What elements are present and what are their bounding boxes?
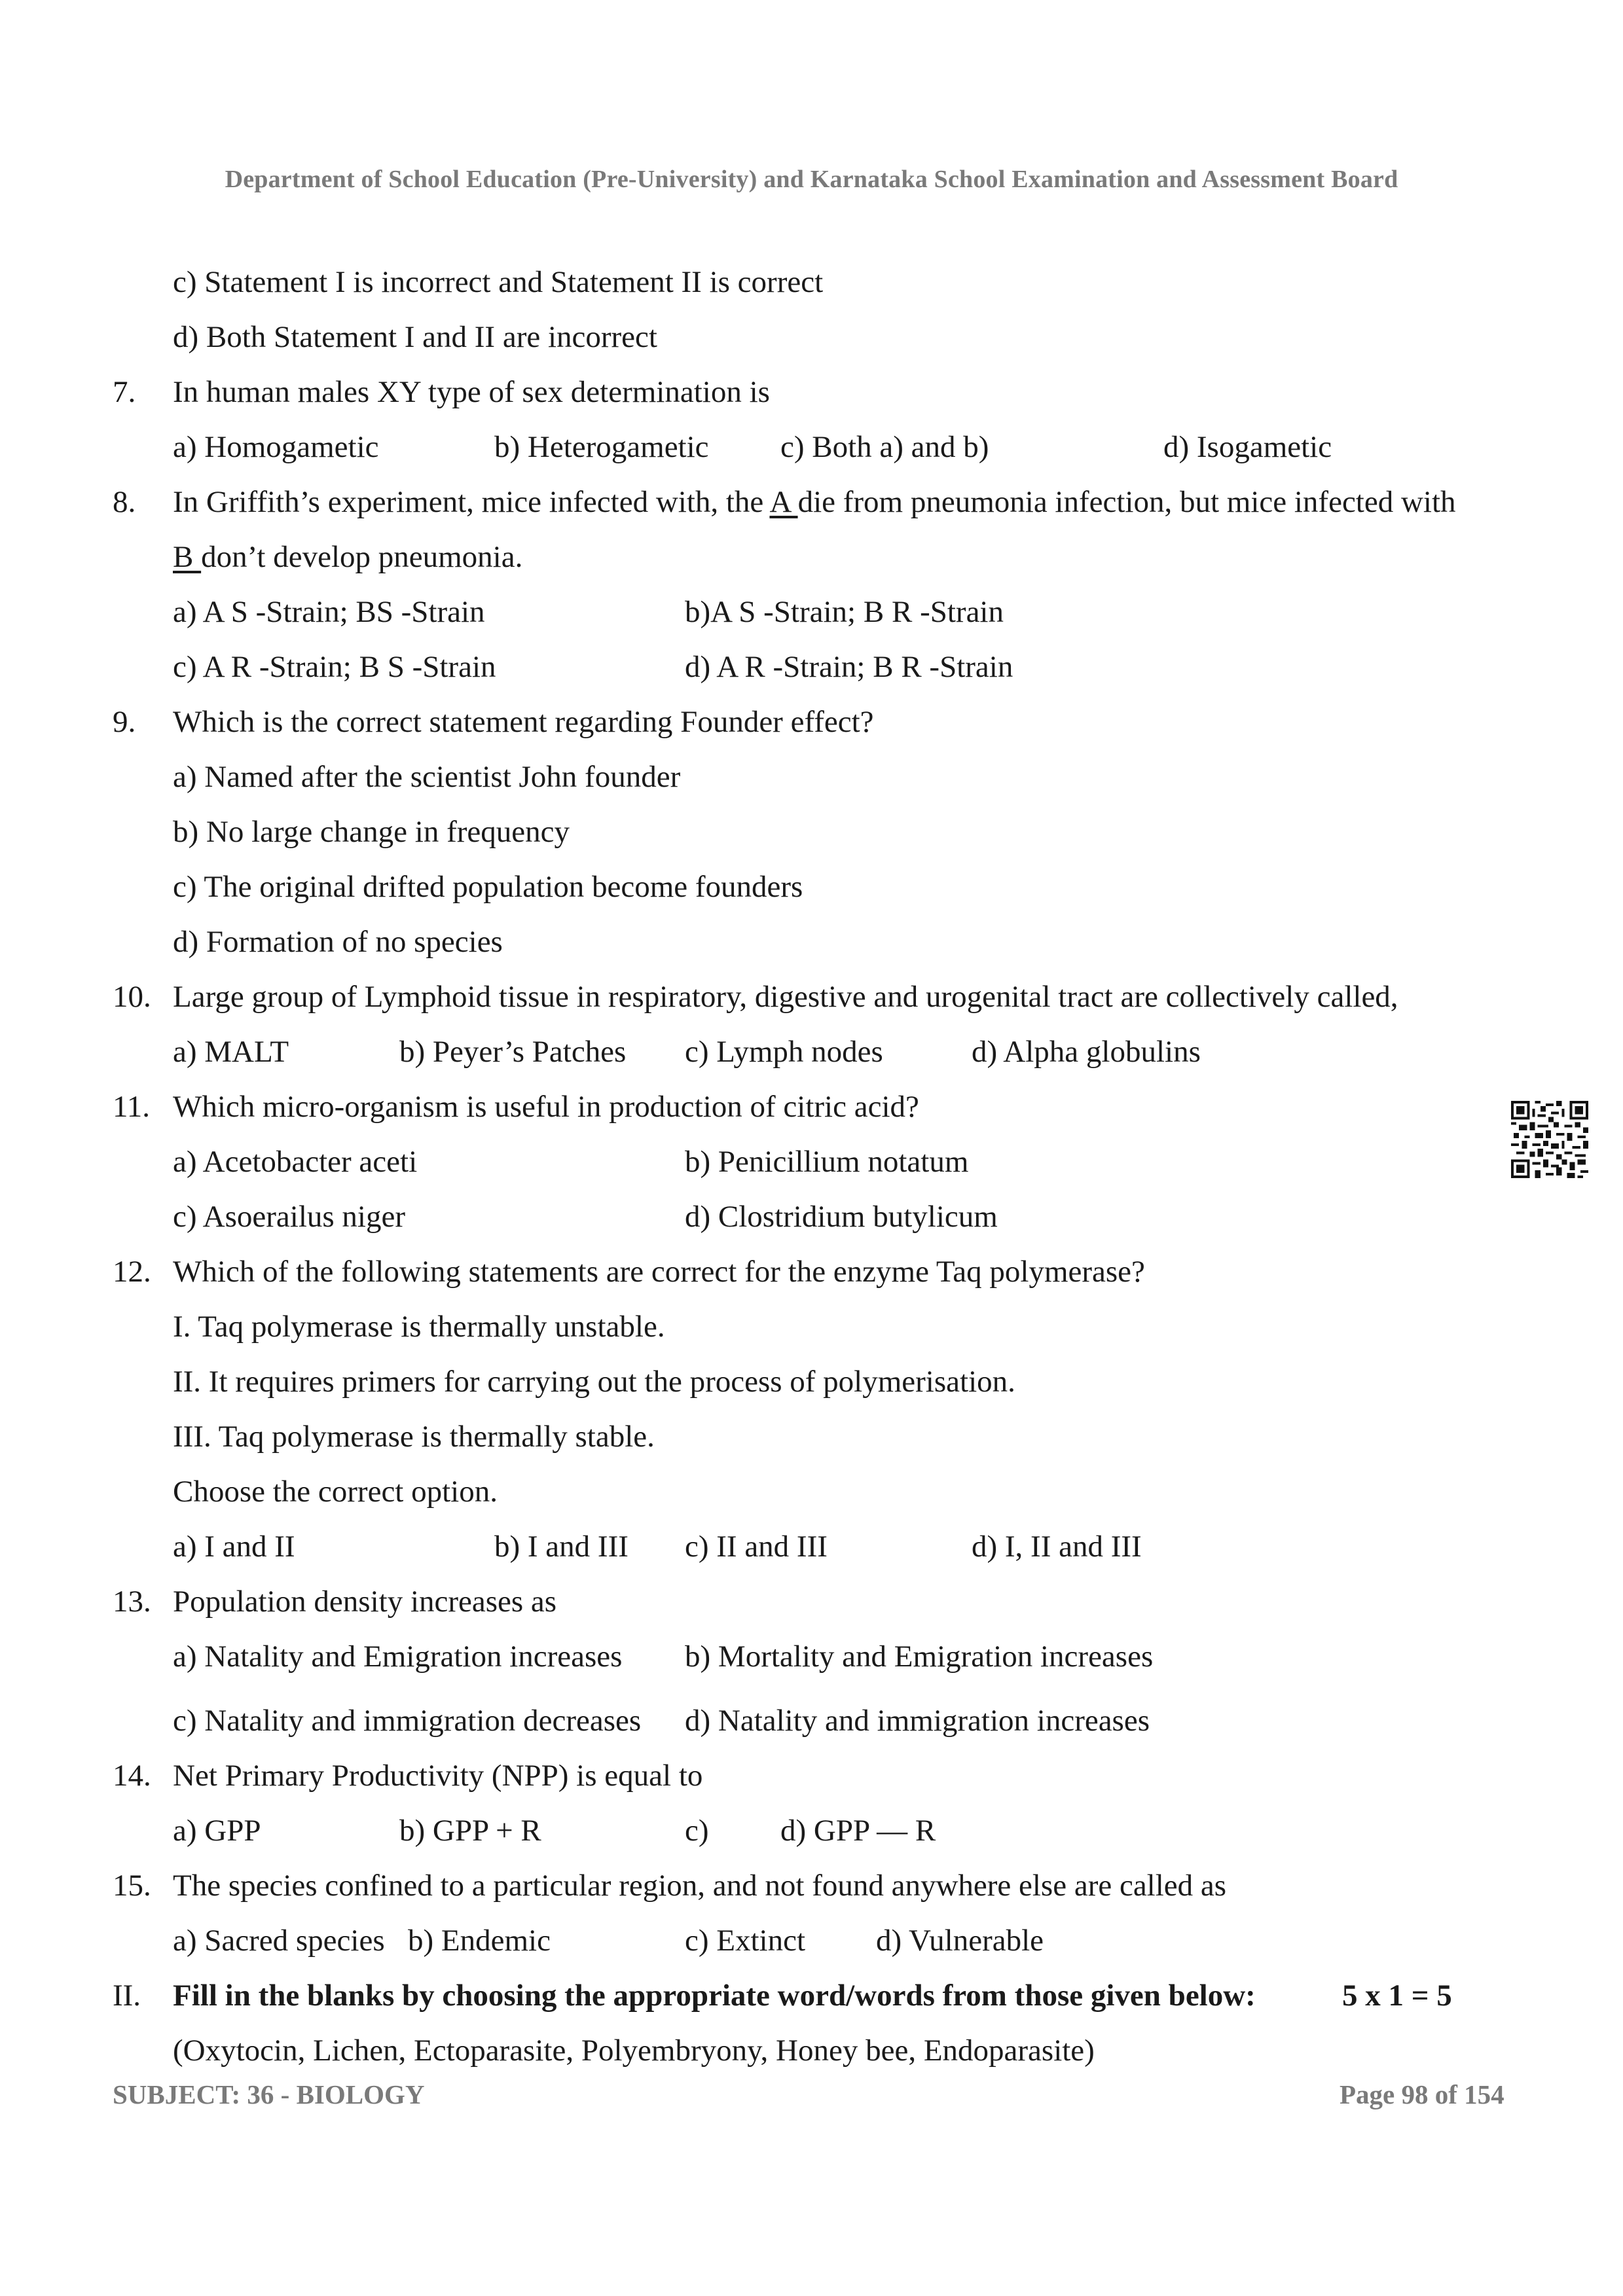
q8-blank-a: A [769,485,798,519]
q12-option-b: b) I and III [494,1530,629,1564]
q6-option-d: d) Both Statement I and II are incorrect [173,320,657,354]
section-2-words-line [0,2029,1623,2072]
q8-question-cont [0,535,1623,579]
q13-text: Population density increases as [173,1585,557,1619]
q9-number: 9. [113,705,136,739]
q13-option-a: a) Natality and Emigration increases [173,1640,623,1674]
q14-option-d: d) GPP — R [780,1814,936,1848]
q10-text: Large group of Lymphoid tissue in respiratory, digestive and urogenital tract are collectively called, [173,980,1398,1014]
q9-option-a: a) Named after the scientist John founder [173,760,681,794]
q11-option-c: c) Asoerailus niger [173,1200,406,1234]
q14-option-a: a) GPP [173,1814,261,1848]
q11-options-row1 [0,1140,1623,1183]
q13-option-b: b) Mortality and Emigration increases [685,1640,1154,1674]
q12-option-a: a) I and II [173,1530,295,1564]
q10-option-b: b) Peyer’s Patches [399,1035,627,1069]
q12-statement-1-line [0,1305,1623,1348]
q11-question [0,1085,1623,1128]
q12-statement-3: III. Taq polymerase is thermally stable. [173,1420,655,1454]
q14-options [0,1809,1623,1852]
q14-number: 14. [113,1759,151,1793]
q12-statement-3-line [0,1415,1623,1458]
q9-option-c-line [0,865,1623,908]
q6-option-c-line [0,260,1623,304]
q9-option-a-line [0,755,1623,798]
q12-choose-line [0,1470,1623,1513]
q13-number: 13. [113,1585,151,1619]
q6-option-d-line [0,315,1623,359]
q10-number: 10. [113,980,151,1014]
q7-question [0,370,1623,414]
q9-option-c: c) The original drifted population become founders [173,870,803,904]
q14-option-b: b) GPP + R [399,1814,541,1848]
q10-options [0,1030,1623,1073]
q14-option-c: c) [685,1814,709,1848]
footer-page-number: Page 98 of 154 [1340,2079,1504,2109]
q7-text: In human males XY type of sex determination is [173,375,770,409]
q11-option-b: b) Penicillium notatum [685,1145,969,1179]
q7-option-c: c) Both a) and b) [780,430,989,464]
q8-text-after: don’t develop pneumonia. [201,540,523,574]
q9-text: Which is the correct statement regarding Founder effect? [173,705,874,739]
q13-options-row1 [0,1635,1623,1678]
q11-option-d: d) Clostridium butylicum [685,1200,998,1234]
q15-option-a: a) Sacred species [173,1924,385,1958]
q8-number: 8. [113,485,136,519]
q10-option-d: d) Alpha globulins [972,1035,1201,1069]
q12-statement-2-line [0,1360,1623,1403]
q13-options-row2 [0,1699,1623,1742]
q8-text-mid: die from pneumonia infection, but mice infected with [797,485,1456,519]
q13-option-c: c) Natality and immigration decreases [173,1704,642,1738]
q9-question [0,700,1623,744]
q7-options [0,425,1623,469]
q8-text [173,480,1456,524]
q11-option-a: a) Acetobacter aceti [173,1145,418,1179]
q12-option-d: d) I, II and III [972,1530,1142,1564]
q11-number: 11. [113,1090,151,1124]
footer-subject: SUBJECT: 36 - BIOLOGY [113,2079,425,2109]
q6-option-c: c) Statement I is incorrect and Statement II is correct [173,265,824,299]
q8-option-c: c) A R -Strain; B S -Strain [173,650,496,684]
q9-option-d-line [0,920,1623,963]
q8-text-before: In Griffith’s experiment, mice infected with, the [173,485,770,519]
q8-option-a: a) A S -Strain; BS -Strain [173,595,485,629]
q15-option-b: b) Endemic [408,1924,551,1958]
q15-text: The species confined to a particular region, and not found anywhere else are called as [173,1869,1227,1903]
q8-question [0,480,1623,524]
q7-number: 7. [113,375,136,409]
q11-options-row2 [0,1195,1623,1238]
q12-text: Which of the following statements are correct for the enzyme Taq polymerase? [173,1255,1145,1289]
section-2-heading [0,1974,1623,2017]
section-2-marks: 5 x 1 = 5 [1342,1979,1452,2013]
q7-option-a: a) Homogametic [173,430,379,464]
board-header: Department of School Education (Pre-University) and Karnataka School Examination and Assessment Board [225,166,1398,193]
q11-text: Which micro-organism is useful in production of citric acid? [173,1090,919,1124]
q8-option-b: b)A S -Strain; B R -Strain [685,595,1004,629]
q15-option-c: c) Extinct [685,1924,806,1958]
q8-option-d: d) A R -Strain; B R -Strain [685,650,1013,684]
q12-number: 12. [113,1255,151,1289]
section-2-title: Fill in the blanks by choosing the appropriate word/words from those given below: [173,1979,1256,2013]
section-2-number: II. [113,1979,141,2013]
q8-options-row1 [0,590,1623,634]
q7-option-b: b) Heterogametic [494,430,709,464]
q12-options [0,1525,1623,1568]
q14-question [0,1754,1623,1797]
q10-option-a: a) MALT [173,1035,289,1069]
q9-option-b-line [0,810,1623,853]
q10-question [0,975,1623,1018]
q9-option-d: d) Formation of no species [173,925,503,959]
q15-question [0,1864,1623,1907]
q8-blank-b: B [173,540,202,574]
section-2-words: (Oxytocin, Lichen, Ectoparasite, Polyembryony, Honey bee, Endoparasite) [173,2034,1095,2068]
q13-option-d: d) Natality and immigration increases [685,1704,1150,1738]
q12-choose: Choose the correct option. [173,1475,498,1509]
q12-question [0,1250,1623,1293]
q12-option-c: c) II and III [685,1530,828,1564]
q14-text: Net Primary Productivity (NPP) is equal to [173,1759,703,1793]
q12-statement-1: I. Taq polymerase is thermally unstable. [173,1310,665,1344]
q9-option-b: b) No large change in frequency [173,815,570,849]
q8-options-row2 [0,645,1623,689]
q15-options [0,1919,1623,1962]
q15-option-d: d) Vulnerable [876,1924,1044,1958]
q13-question [0,1580,1623,1623]
q15-number: 15. [113,1869,151,1903]
q10-option-c: c) Lymph nodes [685,1035,883,1069]
qr-code-icon [1511,1101,1588,1178]
q8-text-cont [173,535,522,579]
q12-statement-2: II. It requires primers for carrying out the process of polymerisation. [173,1365,1015,1399]
q7-option-d: d) Isogametic [1163,430,1332,464]
